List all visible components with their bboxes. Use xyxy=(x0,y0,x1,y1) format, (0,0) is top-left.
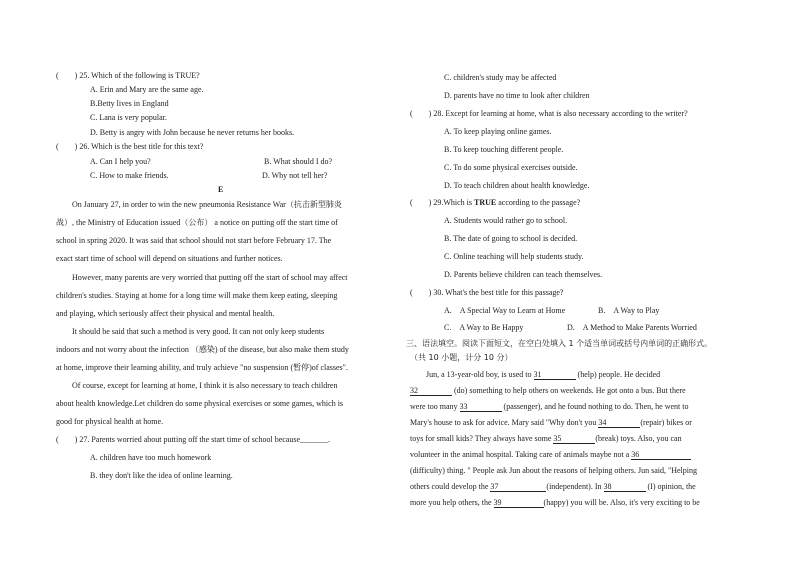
passage-line-10: at home, improve their learning ability, and truly achieve "no suspension (暂停)of classes". xyxy=(56,363,348,372)
cloze-line-5 xyxy=(410,434,682,444)
cloze-line-3 xyxy=(410,402,688,412)
cloze-line-6 xyxy=(410,450,691,460)
blank-38[interactable] xyxy=(604,482,646,492)
q29-option-b: B. The date of going to school is decided. xyxy=(444,234,578,243)
q27-option-d: D. parents have no time to look after children xyxy=(444,91,590,100)
section-3-score: （共 10 小题，计分 10 分） xyxy=(410,353,513,362)
cloze-text: (happy) you will be. Also, it's very exciting to be xyxy=(543,498,700,507)
passage-line-6: children's studies. Staying at home for a long time will make them keep eating, sleeping xyxy=(56,291,338,300)
passage-line-9: indoors and not worry about the infection （感染) of the disease, but also make them study xyxy=(56,345,349,354)
q29-stem-pre: ( ) 29.Which is xyxy=(410,198,474,207)
q25-stem: ( ) 25. Which of the following is TRUE? xyxy=(56,71,200,80)
blank-39[interactable] xyxy=(494,498,544,508)
q28-option-b: B. To keep touching different people. xyxy=(444,145,564,154)
q30-option-d: D. A Method to Make Parents Worried xyxy=(567,323,697,332)
q29-stem-post: according to the passage? xyxy=(496,198,581,207)
q29-stem-bold: TRUE xyxy=(474,198,497,207)
cloze-text: Jun, a 13-year-old boy, is used to xyxy=(426,370,534,379)
q26-option-a: A. Can I help you? xyxy=(90,157,151,166)
q30-option-a: A. A Special Way to Learn at Home xyxy=(444,306,566,315)
q30-stem: ( ) 30. What's the best title for this passage? xyxy=(410,288,564,297)
passage-line-2: 战）, the Ministry of Education issued（公布） a notice on putting off the start time of xyxy=(56,218,338,227)
q27-option-b: B. they don't like the idea of online learning. xyxy=(90,471,233,480)
cloze-text: toys for small kids? They always have some xyxy=(410,434,554,443)
passage-line-8: It should be said that such a method is very good. It can not only keep students xyxy=(72,327,325,336)
passage-line-11: Of course, except for learning at home, I think it is also necessary to teach children xyxy=(72,381,338,390)
cloze-text: volunteer in the animal hospital. Taking care of animals maybe not a xyxy=(410,450,632,459)
blank-33-number: 33 xyxy=(459,402,468,411)
q25-option-b: B.Betty lives in England xyxy=(90,99,169,108)
passage-line-5: However, many parents are very worried that putting off the start of school may affect xyxy=(72,273,348,282)
q26-option-d: D. Why not tell her? xyxy=(262,171,328,180)
q29-option-d: D. Parents believe children can teach themselves. xyxy=(444,270,603,279)
cloze-text: (break) toys. Also, you can xyxy=(595,434,682,443)
cloze-text: were too many xyxy=(410,402,460,411)
blank-37-number: 37 xyxy=(490,482,499,491)
q27-stem: ( ) 27. Parents worried about putting off the start time of school because_______. xyxy=(56,435,331,444)
blank-35-number: 35 xyxy=(553,434,562,443)
cloze-text: others could develop the xyxy=(410,482,491,491)
cloze-text: (help) people. He decided xyxy=(575,370,661,379)
q29-option-a: A. Students would rather go to school. xyxy=(444,216,568,225)
q26-option-c: C. How to make friends. xyxy=(90,171,169,180)
cloze-text: Mary's house to ask for advice. Mary said "Why don't you xyxy=(410,418,599,427)
q30-option-b: B. A Way to Play xyxy=(598,306,660,315)
blank-32[interactable] xyxy=(410,386,452,396)
blank-36[interactable] xyxy=(631,450,691,460)
cloze-text: more you help others, the xyxy=(410,498,494,507)
blank-33[interactable] xyxy=(460,402,502,412)
q29-stem xyxy=(410,198,580,208)
blank-34-number: 34 xyxy=(598,418,607,427)
q30-option-c: C. A Way to Be Happy xyxy=(444,323,524,332)
q28-stem: ( ) 28. Except for learning at home, what is also necessary according to the writer? xyxy=(410,109,688,118)
blank-31[interactable] xyxy=(534,370,576,380)
q25-option-c: C. Lana is very popular. xyxy=(90,113,167,122)
q28-option-d: D. To teach children about health knowledge. xyxy=(444,181,590,190)
cloze-text: (passenger), and he found nothing to do. Then, he went to xyxy=(501,402,689,411)
passage-line-13: good for physical health at home. xyxy=(56,417,164,426)
section-e-label: E xyxy=(218,185,224,194)
cloze-line-9 xyxy=(410,498,700,508)
q25-option-d: D. Betty is angry with John because he never returns her books. xyxy=(90,128,295,137)
blank-35[interactable] xyxy=(553,434,595,444)
cloze-text: (independent). In xyxy=(546,482,604,491)
blank-38-number: 38 xyxy=(603,482,612,491)
blank-32-number: 32 xyxy=(410,386,418,395)
blank-34[interactable] xyxy=(598,418,640,428)
passage-line-3: school in spring 2020. It was said that school should not start before February 17. The xyxy=(56,236,332,245)
q25-option-a: A. Erin and Mary are the same age. xyxy=(90,85,204,94)
cloze-line-8 xyxy=(410,482,696,492)
q27-option-a: A. children have too much homework xyxy=(90,453,212,462)
section-3-title: 三、语法填空。阅读下面短文，在空白处填入 1 个适当单词或括号内单词的正确形式。 xyxy=(406,339,713,348)
blank-37[interactable] xyxy=(490,482,546,492)
q27-option-c: C. children's study may be affected xyxy=(444,73,557,82)
passage-line-1: On January 27, in order to win the new pneumonia Resistance War（抗击新型肺炎 xyxy=(72,200,342,209)
blank-39-number: 39 xyxy=(493,498,502,507)
q28-option-c: C. To do some physical exercises outside. xyxy=(444,163,578,172)
cloze-line-2 xyxy=(410,386,686,396)
cloze-line-1 xyxy=(426,370,660,380)
q26-stem: ( ) 26. Which is the best title for this text? xyxy=(56,142,204,151)
passage-line-4: exact start time of school will depend on situations and further notices. xyxy=(56,254,283,263)
blank-36-number: 36 xyxy=(631,450,640,459)
blank-31-number: 31 xyxy=(533,370,542,379)
cloze-text: (I) opinion, the xyxy=(645,482,696,491)
q29-option-c: C. Online teaching will help students study. xyxy=(444,252,584,261)
cloze-line-4 xyxy=(410,418,692,428)
q26-option-b: B. What should I do? xyxy=(264,157,333,166)
cloze-text: (do) something to help others on weekends. He got onto a bus. But there xyxy=(452,386,686,395)
cloze-line-7: (difficulty) thing. " People ask Jun about the reasons of helping others. Jun said, "Helping xyxy=(410,466,698,475)
cloze-text: (repair) bikes or xyxy=(640,418,692,427)
passage-line-12: about health knowledge.Let children do some physical exercises or some games, which is xyxy=(56,399,344,408)
passage-line-7: and playing, which seriously affect their physical and mental health. xyxy=(56,309,275,318)
q28-option-a: A. To keep playing online games. xyxy=(444,127,552,136)
